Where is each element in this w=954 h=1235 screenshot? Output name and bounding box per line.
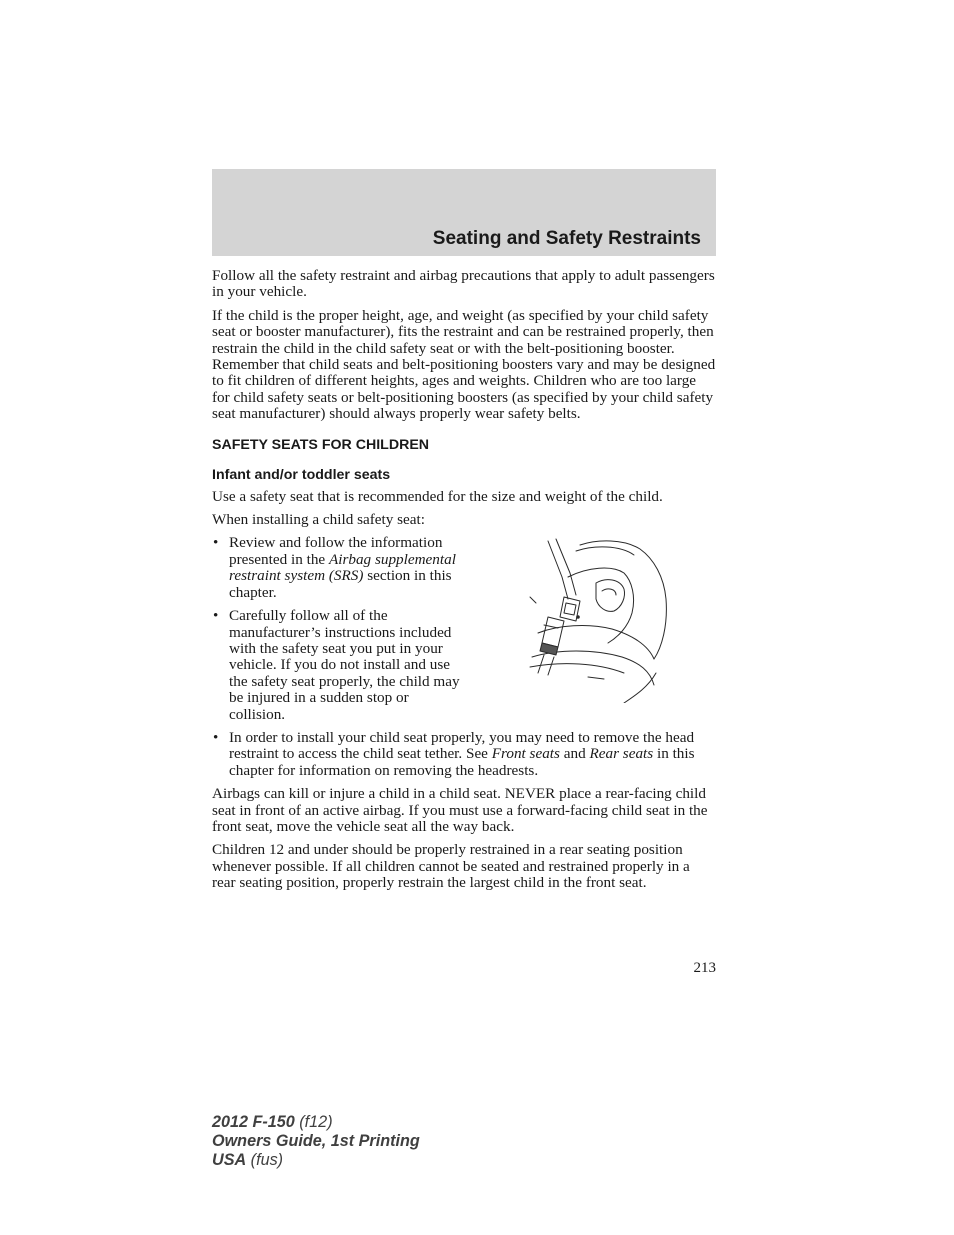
infant-paragraph-2: When installing a child safety seat: xyxy=(212,511,425,529)
footer-model-line xyxy=(212,1113,420,1132)
infant-paragraph-1: Use a safety seat that is recommended for the size and weight of the child. xyxy=(212,487,663,505)
document-footer xyxy=(212,1113,420,1170)
bullets-with-figure xyxy=(212,535,716,722)
footer-market-code: (fus) xyxy=(246,1151,284,1169)
intro-paragraph-2: If the child is the proper height, age, and weight (as specified by your child safety seat or booster manufacturer), fits the restraint and can be restrained properly, then restrain the child in the child safety seat or with the belt-positioning booster. Remember that child seats and belt-positioning boosters vary and may be designed to fit children of different heights, ages and weights. Children who are too large for child safety seats or belt-positioning boosters (as specified by your child safety seat manufacturer) should always properly wear safety belts. xyxy=(212,306,716,423)
bullet-1-text: Review and follow the information presented in the xyxy=(229,534,443,568)
footer-model-code: (f12) xyxy=(294,1113,333,1131)
bullet-1-text-end: section in this chapter. xyxy=(229,567,452,601)
bullet-3-text: In order to install your child seat properly, you may need to remove the head restraint to access the child seat tether. See xyxy=(229,728,695,763)
page-number: 213 xyxy=(693,960,716,976)
section-heading: SAFETY SEATS FOR CHILDREN xyxy=(212,436,430,453)
main-content xyxy=(212,268,716,899)
footer-printing: Owners Guide, 1st Printing xyxy=(212,1132,420,1150)
bullet-item-head-restraint xyxy=(212,730,716,779)
seat-belt-buckle-illustration-icon xyxy=(528,537,672,703)
footer-market-line xyxy=(212,1151,420,1170)
bullet-item-review xyxy=(212,535,468,601)
bullet-2-text: Carefully follow all of the manufacturer’s instructions included with the safety seat you put in your vehicle. If you do not install and use the safety seat properly, the child may be injured in a sudden stop or collision. xyxy=(229,607,460,723)
footer-market: USA xyxy=(212,1151,247,1169)
bullet-item-follow xyxy=(212,608,468,723)
rear-seats-reference: Rear seats xyxy=(589,745,654,763)
bullet-3-joiner: and xyxy=(559,745,590,763)
bullet-3-text-end: in this chapter for information on removing the headrests. xyxy=(229,745,695,779)
header-band xyxy=(212,169,716,256)
front-seats-reference: Front seats xyxy=(491,745,560,763)
footer-printing-line xyxy=(212,1132,420,1151)
footer-model: 2012 F-150 xyxy=(212,1113,295,1131)
srs-section-reference: Airbag supplemental restraint system (SRS) xyxy=(229,550,456,585)
children-rear-seat-paragraph: Children 12 and under should be properly restrained in a rear seating position whenever possible. If all children cannot be seated and restrained properly in a rear seating position, properly restrain the largest child in the front seat. xyxy=(212,841,690,892)
page-title: Seating and Safety Restraints xyxy=(432,228,701,249)
airbag-warning-paragraph: Airbags can kill or injure a child in a child seat. NEVER place a rear-facing child seat in front of an active airbag. If you must use a forward-facing child seat in the front seat, move the vehicle seat all the way back. xyxy=(212,785,708,835)
intro-paragraph-1: Follow all the safety restraint and airbag precautions that apply to adult passengers in your vehicle. xyxy=(212,267,715,301)
subsection-heading: Infant and/or toddler seats xyxy=(212,466,391,483)
